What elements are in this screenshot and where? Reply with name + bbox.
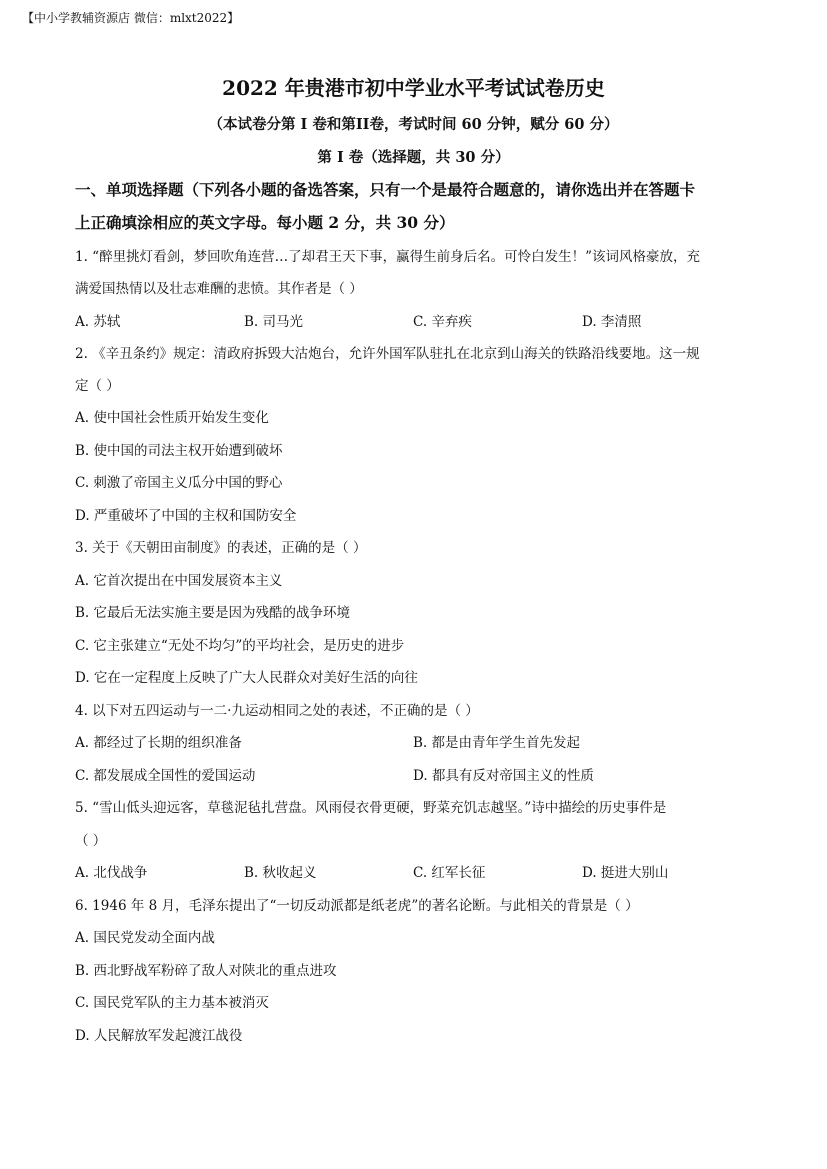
question-5-stem-line-1: 5. “雪山低头迎远客，草毯泥毡扎营盘。风雨侵衣骨更硬，野菜充饥志越坚。”诗中描绘的历史事件是: [75, 800, 667, 816]
question-6-stem: 6. 1946 年 8 月，毛泽东提出了“一切反动派都是纸老虎”的著名论断。与此相关的背景是（ ）: [75, 898, 639, 914]
question-6-option-a: A. 国民党发动全面内战: [75, 930, 215, 946]
question-6-option-d: D. 人民解放军发起渡江战役: [75, 1028, 243, 1044]
question-6-option-b: B. 西北野战军粉碎了敌人对陕北的重点进攻: [75, 963, 337, 979]
section-instruction-line-2: 上正确填涂相应的英文字母。每小题 2 分，共 30 分）: [75, 213, 455, 232]
question-3-option-c: C. 它主张建立“无处不均匀”的平均社会，是历史的进步: [75, 638, 405, 654]
question-4-stem: 4. 以下对五四运动与一二·九运动相同之处的表述，不正确的是（ ）: [75, 703, 479, 719]
question-5-option-d: D. 挺进大别山: [582, 865, 669, 881]
question-3-option-d: D. 它在一定程度上反映了广大人民群众对美好生活的向往: [75, 670, 418, 686]
question-2-stem-line-1: 2. 《辛丑条约》规定：清政府拆毁大沽炮台，允许外国军队驻扎在北京到山海关的铁路沿线要地。这一规: [75, 346, 700, 362]
question-1-option-d: D. 李清照: [582, 314, 642, 330]
question-1-stem-line-2: 满爱国热情以及壮志难酬的悲愤。其作者是（ ）: [75, 281, 363, 297]
header-note: 【中小学教辅资源店 微信：mlxt2022】: [22, 11, 240, 25]
question-4-option-d: D. 都具有反对帝国主义的性质: [413, 768, 594, 784]
volume-title: 第 I 卷（选择题，共 30 分）: [317, 149, 510, 166]
question-1-option-c: C. 辛弃疾: [413, 314, 472, 330]
question-3-option-a: A. 它首次提出在中国发展资本主义: [75, 573, 283, 589]
question-4-option-a: A. 都经过了长期的组织准备: [75, 735, 242, 751]
question-6-option-c: C. 国民党军队的主力基本被消灭: [75, 995, 269, 1011]
exam-subtitle: （本试卷分第 I 卷和第II卷，考试时间 60 分钟，赋分 60 分）: [208, 116, 619, 133]
question-5-option-c: C. 红军长征: [413, 865, 486, 881]
question-1-option-a: A. 苏轼: [75, 314, 121, 330]
question-2-option-c: C. 刺激了帝国主义瓜分中国的野心: [75, 475, 283, 491]
question-1-stem-line-1: 1. “醉里挑灯看剑，梦回吹角连营…了却君王天下事，赢得生前身后名。可怜白发生！”该词风格豪放，充: [75, 249, 700, 265]
question-5-option-b: B. 秋收起义: [244, 865, 317, 881]
section-instruction-line-1: 一、单项选择题（下列各小题的备选答案，只有一个是最符合题意的，请你选出并在答题卡: [75, 180, 696, 199]
page-title: 2022 年贵港市初中学业水平考试试卷历史: [222, 76, 605, 100]
question-4-option-b: B. 都是由青年学生首先发起: [413, 735, 581, 751]
question-2-option-a: A. 使中国社会性质开始发生变化: [75, 410, 269, 426]
question-5-stem-line-2: （ ）: [75, 833, 107, 849]
question-4-option-c: C. 都发展成全国性的爱国运动: [75, 768, 256, 784]
question-2-option-b: B. 使中国的司法主权开始遭到破坏: [75, 443, 283, 459]
question-5-option-a: A. 北伐战争: [75, 865, 148, 881]
question-2-option-d: D. 严重破坏了中国的主权和国防安全: [75, 508, 297, 524]
question-1-option-b: B. 司马光: [244, 314, 304, 330]
question-3-option-b: B. 它最后无法实施主要是因为残酷的战争环境: [75, 605, 351, 621]
question-3-stem: 3. 关于《天朝田亩制度》的表述，正确的是（ ）: [75, 540, 367, 556]
question-2-stem-line-2: 定（ ）: [75, 378, 120, 394]
